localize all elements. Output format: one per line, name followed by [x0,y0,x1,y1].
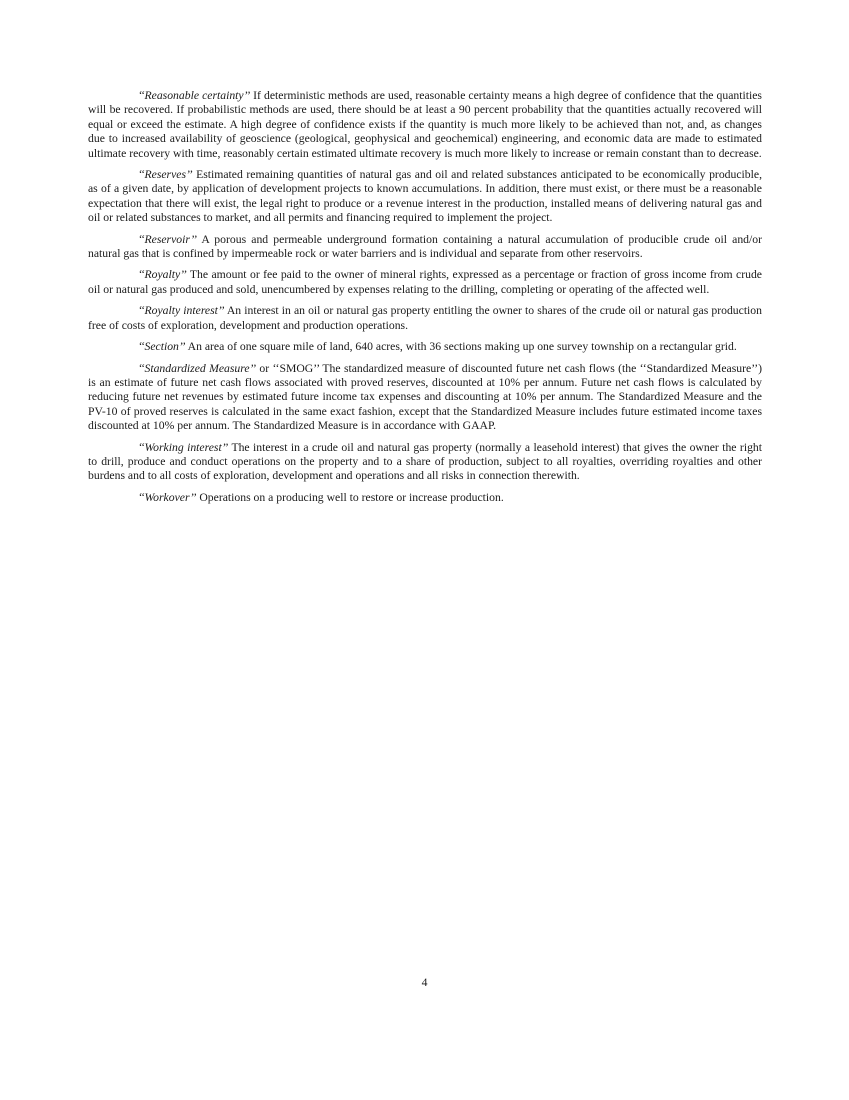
definition-text: or ‘‘SMOG’’ The standardized measure of discounted future net cash flows (the ‘‘Standardized Measure’’) is an estimate of future net cash flows associated with proved reserves, discounted at 10% per annum. Future net cash flows is calculated by reducing future net revenues by estimated future income tax expenses and discounting at 10% per annum. The Standardized Measure and the PV-10 of proved reserves is calculated in the same exact fashion, except that the Standardized Measure includes future estimated income taxes discounted at 10% per annum. The Standardized Measure is in accordance with GAAP. [88,361,763,433]
definition-text: The amount or fee paid to the owner of mineral rights, expressed as a percentage or fraction of gross income from crude oil or natural gas produced and sold, unencumbered by expenses relating to the drilling, completing or operating of the affected well. [88,268,762,296]
definition-term: ‘‘Reservoir’’ [138,232,197,246]
definition-term: ‘‘Royalty interest’’ [138,304,225,318]
definition-section [88,340,762,354]
definition-text: An interest in an oil or natural gas property entitling the owner to shares of the crude oil or natural gas production free of costs of exploration, development and production operations. [88,304,762,332]
definition-term: ‘‘Working interest’’ [138,440,229,454]
definition-term: ‘‘Reserves’’ [138,168,193,182]
definition-term: ‘‘Workover’’ [138,490,197,504]
definition-royalty-interest [88,304,762,333]
definition-text: Operations on a producing well to restore or increase production. [196,490,504,504]
definition-term: ‘‘Reasonable certainty’’ [138,89,251,102]
definition-text: If deterministic methods are used, reasonable certainty means a high degree of confidence that the quantities will be recovered. If probabilistic methods are used, there should be at least a 90 percent probability that the quantities actually recovered will equal or exceed the estimate. A high degree of confidence exists if the quantity is much more likely to be achieved than not, and, as changes due to increased availability of geoscience (geological, geophysical and geochemical) engineering, and economic data are made to estimated ultimate recovery with time, reasonably certain estimated ultimate recovery is much more likely to increase or remain constant than to decrease. [88,89,762,160]
definition-term: ‘‘Royalty’’ [138,268,187,282]
definition-working-interest [88,441,762,484]
definition-term: ‘‘Section’’ [138,340,186,354]
page-number: 4 [421,976,428,989]
definition-term: ‘‘Standardized Measure’’ [138,361,257,375]
document-body [88,89,762,512]
definition-reasonable-certainty [88,89,762,161]
definition-text: A porous and permeable underground formation containing a natural accumulation of producible crude oil and/or natural gas that is confined by impermeable rock or water barriers and is individual and separate from other reservoirs. [88,232,762,261]
definition-reserves [88,168,762,226]
definition-text: The interest in a crude oil and natural gas property (normally a leasehold interest) that gives the owner the right to drill, produce and conduct operations on the property and to a share of production, subject to all royalties, overriding royalties and other burdens and to all costs of exploration, development and operations and all risks in connection therewith. [88,440,763,483]
definition-royalty [88,268,762,297]
definition-text: An area of one square mile of land, 640 acres, with 36 sections making up one survey township on a rectangular grid. [185,340,737,354]
definition-text: Estimated remaining quantities of natural gas and oil and related substances anticipated to be economically producible, as of a given date, by application of development projects to known accumulations. In addition, there must exist, or there must be a reasonable expectation that there will exist, the legal right to produce or a revenue interest in the production, installed means of delivering natural gas and oil or related substances to market, and all permits and financing required to implement the project. [88,168,762,225]
definition-standardized-measure [88,362,762,434]
definition-workover [88,491,762,505]
definition-reservoir [88,233,762,262]
